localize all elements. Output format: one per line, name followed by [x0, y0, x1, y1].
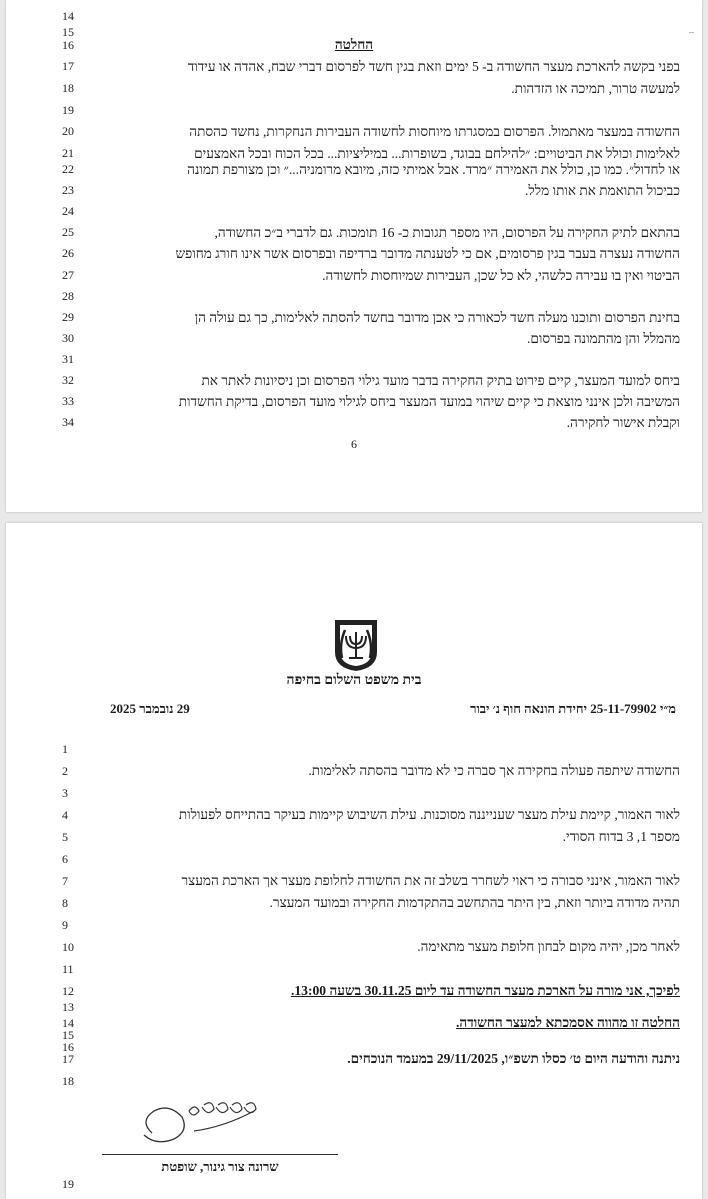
paragraph-line: החשודה נעצרה בעבר בגין פרסומים, אם כי לטענתה מדובר ברדיפה ובפרסום אשר אינו חורג מחופש: [175, 246, 680, 261]
line-number: 14: [62, 9, 74, 23]
handwritten-signature: [134, 1091, 284, 1151]
paragraph-line: לאור האמור, קיימת עילת מעצר שענייננה מסוכנות. עילת השיבוש קיימות בעיקר בהתייחס לפעולות: [178, 807, 680, 822]
line-number: 6: [62, 852, 68, 866]
line-number: 4: [62, 808, 68, 822]
document-page-6: [6, 0, 702, 512]
state-emblem-icon: [331, 618, 381, 672]
paragraph-line: או לחדול״. כמו כן, כולל את האמירה ״מרד. אבל אמיתי כזה, מיובא מרומניה...״ וכן מצורפת תמונה: [187, 162, 680, 177]
decision-reference-line: החלטה זו מהווה אסמכתא למעצר החשודה.: [456, 1015, 680, 1030]
line-number: 33: [62, 394, 74, 408]
case-header: מ״י 25-11-79902 יחידת הונאה חוף נ׳ יבור: [470, 701, 676, 716]
paragraph-line: בהתאם לתיק החקירה על הפרסום, היו מספר תגובות כ- 16 תומכות. גם לדברי ב״כ החשודה,: [214, 225, 680, 240]
line-number: 11: [62, 962, 74, 976]
paragraph-line: ביחס למועד המעצר, קיים פירוט בתיק החקירה בדבר מועד גילוי הפרסום וכן ניסיונות לאתר את: [201, 373, 680, 388]
paragraph-line: החשודה שיתפה פעולה בחקירה אך סברה כי לא מדובר בהסתה לאלימות.: [308, 763, 680, 778]
issued-line: ניתנה והודעה היום ט׳ כסלו תשפ״ו, 29/11/2025 במעמד הנוכחים.: [347, 1051, 680, 1066]
line-number: 3: [62, 786, 68, 800]
line-number: 7: [62, 874, 68, 888]
line-number: 22: [62, 162, 74, 176]
decision-heading: החלטה: [334, 37, 374, 52]
line-number: 5: [62, 830, 68, 844]
line-number: 16: [62, 38, 74, 52]
page-number: 6: [351, 437, 357, 451]
detention-order-line: לפיכך, אני מורה על הארכת מעצר החשודה עד ליום 30.11.25 בשעה 13:00.: [290, 983, 680, 998]
line-number: 27: [62, 268, 74, 282]
paragraph-line: לאלימות וכולל את הביטויים: ״להילחם בבוגד, בשופרות... במיליציות... בכל הכוח ובכל האמצעים: [194, 146, 680, 161]
line-number: 20: [62, 124, 74, 138]
paragraph-line: הביטוי ואין בו עבירה כלשהי, לא כל שכן, העבירות שמיוחסות לחשודה.: [322, 268, 680, 283]
paragraph-line: מהמלל והן מהתמונה בפרסום.: [527, 331, 680, 346]
paragraph-line: בחינת הפרסום ותוכנו מעלה חשד לכאורה כי אכן מדובר בחשד להסתה לאלימות, כך גם עולה הן: [194, 310, 680, 325]
signature-line: [102, 1154, 338, 1155]
paragraph-line: לאור האמור, אינני סבורה כי ראוי לשחרר בשלב זה את החשודה לחלופת מעצר אך הארכת המעצר: [181, 873, 680, 888]
decision-date: 29 נובמבר 2025: [110, 701, 190, 716]
line-number: 13: [62, 1000, 74, 1014]
paragraph-line: וקבלת אישור לחקירה.: [566, 415, 680, 430]
line-number: 2: [62, 764, 68, 778]
line-number: 10: [62, 940, 74, 954]
line-number: 18: [62, 1074, 74, 1088]
line-number: 9: [62, 918, 68, 932]
line-number: 19: [62, 1177, 74, 1191]
line-number: 14: [62, 1016, 74, 1030]
line-number: 29: [62, 310, 74, 324]
line-number: 32: [62, 373, 74, 387]
line-number: 17: [62, 59, 74, 73]
line-number: 16: [62, 1040, 74, 1054]
paragraph-line: למעשה טרור, תמיכה או הזדהות.: [511, 81, 680, 96]
paragraph-line: לאחר מכן, יהיה מקום לבחון חלופת מעצר מתאימה.: [417, 939, 680, 954]
document-page-7: [6, 523, 702, 1199]
line-number: 30: [62, 331, 74, 345]
line-number: 34: [62, 415, 74, 429]
line-number: 25: [62, 225, 74, 239]
line-number: 1: [62, 742, 68, 756]
line-number: 17: [62, 1052, 74, 1066]
line-number: 18: [62, 81, 74, 95]
line-number: 15: [62, 25, 74, 39]
line-number: 8: [62, 896, 68, 910]
line-number: 31: [62, 352, 74, 366]
margin-mark: _: [689, 22, 694, 33]
court-name: בית משפט השלום בחיפה: [286, 673, 422, 688]
line-number: 28: [62, 289, 74, 303]
judge-signature-name: שרונה צור גינור, שופטת: [161, 1159, 279, 1174]
paragraph-line: כביכול התואמת את אותו מלל.: [525, 183, 680, 198]
line-number: 12: [62, 984, 74, 998]
line-number: 19: [62, 103, 74, 117]
paragraph-line: בפני בקשה להארכת מעצר החשודה ב- 5 ימים וזאת בגין חשד לפרסום דברי שבח, אהדה או עידוד: [187, 59, 680, 74]
line-number: 23: [62, 183, 74, 197]
line-number: 21: [62, 146, 74, 160]
line-number: 26: [62, 246, 74, 260]
line-number: 15: [62, 1028, 74, 1042]
paragraph-line: מספר 1, 3 בדוח הסודי.: [562, 829, 680, 844]
paragraph-line: המשיבה ולכן אינני מוצאת כי קיים שיהוי במועד המעצר ביחס לגילוי מועד הפרסום, בדיקת החשדות: [178, 394, 680, 409]
line-number: 24: [62, 204, 74, 218]
paragraph-line: החשודה במעצר מאתמול. הפרסום במסגרתו מיוחסות לחשודה העבירות הנחקרות, נחשד כהסתה: [189, 124, 680, 139]
paragraph-line: תהיה מדודה ביותר וזאת, בין היתר בהתחשב בהתקדמות החקירה ובמועד המעצר.: [269, 895, 680, 910]
